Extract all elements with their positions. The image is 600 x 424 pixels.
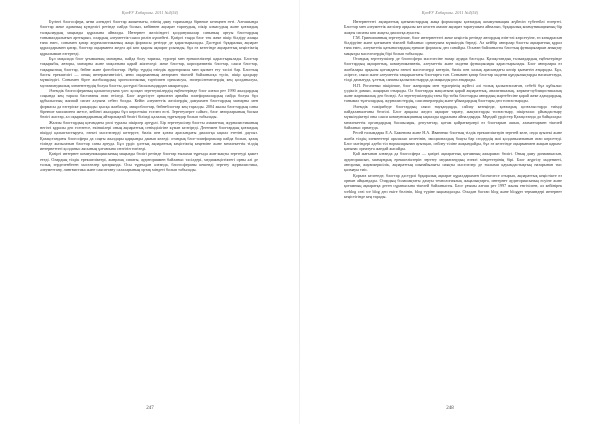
running-head: ҚазҰУ Хабаршы. 2011 №4(54)	[121, 10, 179, 15]
paragraph: Әлемдік тәжірибеде блогтардың саяси науқандарда, сайлау кезеңінде, қоғамдық қозғалыстарда тиімді пайдаланылғаны белгілі. Блог арқылы жедел ақпарат тарату, жақтастарды топтастыру, пікірталас ұйымдастыру мүмкіндіктері оны саяси коммуникацияның ықпалды құралына айналдырды. Мұндай үрдістер Қазақстанда да байқалады: мемлекеттік органдардың басшылары, депутаттар, қоғам қайраткерлері өз блогтарын ашып, азаматтармен тікелей байланыс орнатуда.	[344, 103, 562, 130]
paragraph: Н.П. Рогаченко пікірінше, блог жанрлары мен түрлерінің жүйесі әлі толық қалыптаспаған, себебі бұл құбылыс үздіксіз дамып, жаңарып отырады. Ол блогтарды мақсатына қарай ақпараттық, аналитикалық, көркем-публицистикалық және жарнамалық деп бөледі. Ал зерттеушілердің тағы бір тобы блогтарды автордың мәртебесіне қарай жеке адамдардың, танымал тұлғалардың, журналистердің, саясаткерлердің және ұйымдардың блогтары деп топтастырады.	[344, 82, 562, 104]
paragraph: Бұл мақалада блог ұғымының мазмұны, пайда болу тарихы, түрлері мен ерекшеліктері қарастырылады. Блогтар тақырыбы, авторы, мазмұны және мақсатына қарай жіктеледі: жеке блогтар, корпоративтік блогтар, саяси блогтар, тақырыптық блогтар, бейне және фотоблогтар. Әрбір түрдің өзіндік аудиториясы мен қызмет ету тәсілі бар. Блогтың басты ерекшелігі — оның интерактивтілігі, яғни оқырманның автормен тікелей байланысқа түсіп, пікір қалдыру мүмкіндігі. Сонымен бірге жазбалардың хронологиялық тәртіппен орналасуы, гиперсілтемелердің кең қолданылуы, мультимедиалық элементтердің болуы блогты дәстүрлі басылымдардан ажыратады.	[40, 56, 258, 88]
paragraph: Жалпы блогтардың қоғамдағы рөлі туралы пікірлер әртүрлі. Бір зерттеушілер блогты азаматтық журналистиканың негізгі құралы деп есептесе, екіншілері оның ақпараттық сенімділігіне күмән келтіреді. Дегенмен блогтардың қоғамдық пікірді қалыптастыруға, өзекті мәселелерді көтеруге, билік пен қоғам арасындағы диалогқа ықпал ететіні даусыз. Қазақстандағы блогосфера да соңғы жылдары қарқынды дамып келеді: отандық блог-платформалар пайда болып, қазақ тілінде жазылатын блогтар саны артуда. Бұл үрдіс ұлттық ақпараттық кеңістіктің кеңеюіне және мемлекеттік тілдің интернеттегі қолданыс аясының ұлғаюына септігін тигізеді.	[40, 119, 258, 152]
paragraph: Ресей ғалымдары Е.А. Баженова және Н.А. Иваненко блогтың тілдік ерекшеліктерін зерттей келе, онда ауызекі және жазба тілдің элементтері араласып келетінін, эмоционалдық бояуы бар сөздердің жиі қолданылатынын атап көрсетеді. Блог мәтіндері әдеби тіл нормаларынан ауытқып, сөйлеу тіліне жақындайды, бұл өз кезегінде оқырманмен жақын қарым-қатынас орнатуға жағдай жасайды.	[344, 130, 562, 152]
paragraph: Қорыта келгенде, блогтар дәстүрлі бұқаралық ақпарат құралдарымен бәсекелесе отырып, ақпараттық кеңістікте өз орнын айқындады. Олардың болашақтағы дамуы технологиялық жаңалықтарға, интернет аудиториясының өсуіне және қоғамның ақпаратқа деген сұранысына тікелей байланысты. Блог ұғымы алғаш рет 1997 жылы енгізілген, ал кейінірек weblog сөзі we blog деп екіге бөлініп, blog түріне ықшамдалды. Осыдан бастап blog және blogger терминдері интернет кеңістігінде кең тарады.	[344, 172, 562, 199]
running-head: ҚазҰУ Хабаршы. 2011 №4(54)	[421, 10, 479, 15]
page-body	[344, 19, 562, 399]
page-body	[40, 19, 258, 399]
paragraph: Қазіргі интернет коммуникациясының маңызды бөлігі ретінде блогтар ғылыми тұрғыда жан-жақты зерттеуді қажет етеді. Олардың тілдік ерекшеліктері, жанрлық сипаты, аудиториямен байланыс тәсілдері, медиакеңістіктегі орны әлі де толық зерделенбеген мәселелер қатарында. Осы тұрғыдан алғанда, блогосфераны кешенді зерттеу журналистика, әлеуметтану, лингвистика және саясаттану салаларының ортақ міндеті болып табылады.	[40, 151, 258, 173]
paragraph: Интернеттегі ақпараттық қатынастардың жаңа формалары қоғамдық коммуникация жүйесін түбегейлі өзгертті. Блогтар мен әлеуметтік желілер арқылы кез келген азамат ақпарат таратушыға айналып, бұқаралық коммуникацияның бір жақты сипаты көп жақты диалогқа ауысты.	[344, 19, 562, 35]
page-number: 247	[146, 406, 154, 411]
paragraph: Отандық зерттеушілер де блогосфера мәселесіне назар аудара бастады. Қазақстандық ғалымдардың еңбектерінде блогтардың ақпараттық, коммуникативтік, әлеуметтік және мәдени функциялары қарастырылады. Блог авторлары өз жазбалары арқылы қоғамдағы өзекті мәселелерді көтеріп, билік пен халық арасындағы көпір қызметін атқарады. Бұл, әсіресе, саяси және әлеуметтік тақырыптағы блогтарға тән. Сонымен қатар блогтар мәдени құндылықтарды насихаттауда, тілді дамытуда, ұлттық сананы қалыптастыруда да маңызды рөл атқарады.	[344, 56, 562, 83]
paragraph: Қай жағынан алғанда да блогосфера — қазіргі ақпараттық қоғамның ажырамас бөлігі. Оның даму динамикасын, аудиториясын, мазмұндық ерекшеліктерін зерттеу медиатанудың өзекті міндеттерінің бірі. Блог жүргізу мәдениеті, авторлық жауапкершілік, ақпараттың шынайылығы сияқты мәселелер де ғылыми қауымдастықтың назарынан тыс қалмауы тиіс.	[344, 151, 562, 173]
paragraph: Г.М. Гриншпанның зерттеуінше, блог интернеттегі жеке кеңістік ретінде автордың өзін-өзі көрсетуіне, өз көзқарасын білдіруіне және қоғаммен тікелей байланыс орнатуына мүмкіндік береді. Ал кейбір авторлар блогты ақпараттық құрал ғана емес, әлеуметтік қатынастардың ерекше формасы деп санайды. Осыған байланысты блогтың функцияларын анықтау маңызды мәселелердің бірі болып табылады.	[344, 34, 562, 56]
right-page	[300, 0, 600, 424]
paragraph: Бүгінгі блогосфера, яғни әлемдегі блогтар жиынтығы, өзінің даму тарихында бірнеше кезеңнен өтті. Алғашында блогтар жеке адамның күнделігі ретінде пайда болып, кейіннен ақпарат таратудың, пікір алмасудың және қоғамдық талқылаудың маңызды құралына айналды. Интернет желісіндегі қолданушылар санының артуы блогтардың танымалдылығын арттырып, олардың әлеуметтік-саяси рөлін күшейтті. Қазіргі таңда блог тек жеке пікір білдіру алаңы ғана емес, сонымен қатар журналистиканың жаңа формасы ретінде де қарастырылады. Дәстүрлі бұқаралық ақпарат құралдарымен қатар, блогтар оқырманға жедел әрі көп қырлы ақпарат ұсынады, бұл өз кезегінде ақпараттық кеңістіктің құрылымын өзгертеді.	[40, 19, 258, 56]
page-number: 248	[446, 406, 454, 411]
paragraph: Әлемдік блогосфераның қалыптасуына үлес қосқан зерттеушілердің еңбектерінде блог алғаш рет 1990 жылдардың соңында кең тарала бастағаны атап өтіледі. Блог жүргізуге арналған арнайы платформалардың пайда болуы бұл құбылыстың жаппай сипат алуына себеп болды. Кейін әлеуметтік желілердің дамуымен блогтардың мазмұны мен формасы да өзгеріске ұшырады: қысқа жазбалар, микроблогтар, бейнеблогтар кең таралды. 2004 жылы блогтардың саны бірнеше миллионға жетсе, кейінгі жылдары бұл көрсеткіш еселеп өсті. Зерттеулерге сәйкес, блог авторларының басым бөлігі жастар, ал оқырмандарының айтарлықтай бөлігі білімді қалалық тұрғындар болып табылады.	[40, 87, 258, 120]
